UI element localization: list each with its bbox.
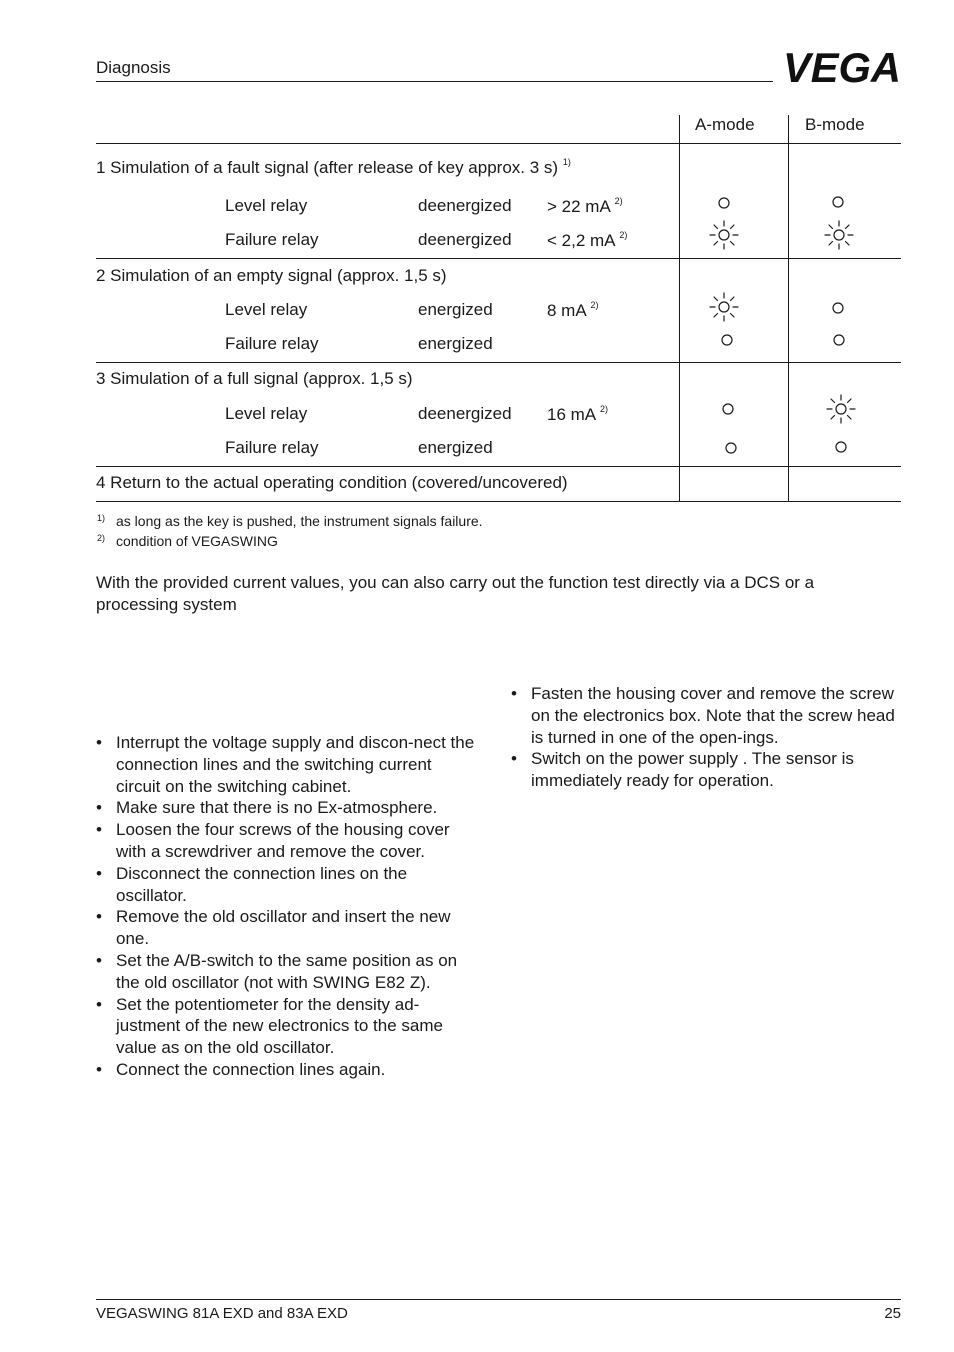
lamp-off-icon [823, 429, 859, 465]
lamp-off-icon [820, 290, 856, 326]
column-header-a-mode: A-mode [695, 115, 755, 134]
list-item: • Make sure that there is no Ex-atmosphere. [96, 797, 478, 819]
relay-name: Level relay [225, 196, 308, 215]
lamp-on-icon [706, 289, 742, 325]
relay-state: deenergized [418, 404, 512, 423]
lamp-off-icon [709, 322, 745, 358]
table-rule [96, 258, 901, 259]
table-rule [96, 501, 901, 502]
list-item: • Set the A/B-switch to the same position as on the old oscillator (not with SWING E82 Z). [96, 950, 478, 994]
lamp-on-icon [821, 217, 857, 253]
lamp-off-icon [710, 391, 746, 427]
list-item: • Interrupt the voltage supply and discon-nect the connection lines and the switching current circuit on the switching cabinet. [96, 732, 478, 797]
table-row-title: 2 Simulation of an empty signal (approx. 1,5 s) [96, 266, 447, 285]
column-header-b-mode: B-mode [805, 115, 865, 134]
right-steps-list [511, 683, 896, 792]
list-item: • Loosen the four screws of the housing cover with a screwdriver and remove the cover. [96, 819, 478, 863]
left-steps-list [96, 732, 478, 1081]
relay-name: Failure relay [225, 230, 319, 249]
footnote-text: as long as the key is pushed, the instrument signals failure. [116, 513, 483, 529]
lamp-on-icon [706, 217, 742, 253]
vega-logo [783, 50, 901, 84]
relay-name: Level relay [225, 300, 308, 319]
lamp-off-icon [820, 184, 856, 220]
table-row-title: 4 Return to the actual operating condition (covered/uncovered) [96, 473, 568, 492]
page-number: 25 [884, 1305, 901, 1322]
page-header-title: Diagnosis [96, 58, 171, 77]
lamp-off-icon [713, 430, 749, 466]
table-rule [96, 466, 901, 467]
svg-text:VEGA: VEGA [783, 50, 901, 84]
table-row-title: 3 Simulation of a full signal (approx. 1,5 s) [96, 369, 413, 388]
relay-state: energized [418, 334, 493, 353]
relay-state: deenergized [418, 196, 512, 215]
relay-current: 16 mA $^{2)}$ [547, 404, 608, 424]
list-item: • Set the potentiometer for the density ad-justment of the new electronics to the same value as on the old oscillator. [96, 994, 478, 1059]
relay-name: Level relay [225, 404, 308, 423]
relay-name: Failure relay [225, 334, 319, 353]
footer-divider [96, 1299, 901, 1300]
relay-state: energized [418, 438, 493, 457]
relay-state: deenergized [418, 230, 512, 249]
table-column-divider [788, 115, 789, 502]
relay-state: energized [418, 300, 493, 319]
header-divider [96, 81, 773, 82]
list-item: • Connect the connection lines again. [96, 1059, 478, 1081]
footer-product-name: VEGASWING 81A EXD and 83A EXD [96, 1305, 348, 1322]
table-row-title: 1 Simulation of a fault signal (after release of key approx. 3 s) $^{1)}$ [96, 157, 571, 177]
list-item: • Fasten the housing cover and remove the screw on the electronics box. Note that the screw head is turned in one of the open-ings. [511, 683, 896, 748]
lamp-off-icon [821, 322, 857, 358]
table-rule [96, 362, 901, 363]
table-column-divider [679, 115, 680, 502]
list-item: • Disconnect the connection lines on the oscillator. [96, 863, 478, 907]
footnote-mark: 2) [97, 533, 106, 543]
relay-name: Failure relay [225, 438, 319, 457]
table-rule [96, 143, 901, 144]
relay-current: > 22 mA $^{2)}$ [547, 196, 623, 216]
list-item: • Remove the old oscillator and insert the new one. [96, 906, 478, 950]
relay-current: < 2,2 mA $^{2)}$ [547, 230, 628, 250]
footnote-mark: 1) [97, 513, 106, 523]
body-paragraph: With the provided current values, you can also carry out the function test directly via a DCS or a processing system [96, 573, 815, 614]
lamp-on-icon [823, 391, 859, 427]
footnote-text: condition of VEGASWING [116, 533, 278, 549]
lamp-off-icon [706, 185, 742, 221]
list-item: • Switch on the power supply . The sensor is immediately ready for operation. [511, 748, 896, 792]
relay-current: 8 mA $^{2)}$ [547, 300, 599, 320]
